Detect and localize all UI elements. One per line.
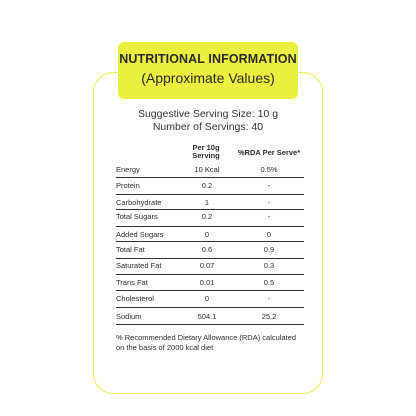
- divider-line: [116, 307, 304, 308]
- nutrient-name: Total Fat: [116, 245, 145, 254]
- divider-line: [116, 177, 304, 178]
- column-header-rda: %RDA Per Serve*: [237, 148, 301, 157]
- nutrient-name: Added Sugars: [116, 230, 164, 239]
- rda-footnote: % Recommended Dietary Allowance (RDA) calculated on the basis of 2000 kcal diet: [116, 333, 297, 352]
- row-divider: [116, 241, 304, 242]
- nutrition-header: [118, 42, 298, 99]
- row-divider: [116, 324, 304, 325]
- nutrient-value: 10 Kcal: [194, 165, 220, 174]
- nutrient-name: Carbohydrate: [116, 198, 162, 207]
- nutrient-value: 0.6: [201, 245, 213, 254]
- nutrient-value: 0.2: [201, 212, 213, 221]
- nutrient-rda: 0: [266, 230, 272, 239]
- nutrient-value: 1: [204, 198, 210, 207]
- table-row: [116, 230, 304, 246]
- row-divider: [116, 194, 304, 195]
- header-subtitle: (Approximate Values): [141, 70, 275, 86]
- divider-line: [116, 226, 304, 227]
- nutrient-rda: 0.5: [263, 278, 275, 287]
- divider-line: [116, 324, 304, 325]
- row-divider: [116, 226, 304, 227]
- nutrient-rda: -: [267, 198, 271, 207]
- nutrient-name: Trans Fat: [116, 278, 148, 287]
- nutrient-value: 0.2: [201, 181, 213, 190]
- nutrient-name: Total Sugars: [116, 212, 158, 221]
- nutrient-name: Saturated Fat: [116, 261, 162, 270]
- serving-count: Number of Servings: 40: [152, 121, 264, 133]
- nutrient-value: 0.01: [199, 278, 215, 287]
- nutrient-name: Protein: [116, 181, 140, 190]
- row-divider: [116, 177, 304, 178]
- row-divider: [116, 209, 304, 210]
- header-title: NUTRITIONAL INFORMATION: [119, 52, 297, 66]
- nutrient-value: 504.1: [197, 312, 217, 321]
- table-row: [116, 165, 304, 181]
- row-divider: [116, 290, 304, 291]
- row-divider: [116, 258, 304, 259]
- divider-line: [116, 194, 304, 195]
- nutrient-rda: 0.5%: [260, 165, 278, 174]
- column-header-per-serving: Per 10g Serving: [192, 143, 220, 160]
- serving-size: Suggestive Serving Size: 10 g: [137, 108, 279, 120]
- row-divider: [116, 307, 304, 308]
- table-row: [116, 312, 304, 328]
- nutrient-rda: -: [267, 212, 271, 221]
- divider-line: [116, 241, 304, 242]
- divider-line: [116, 258, 304, 259]
- nutrient-rda: -: [267, 181, 271, 190]
- nutrient-rda: 0.9: [263, 245, 275, 254]
- table-row: [116, 278, 304, 294]
- nutrient-rda: 25.2: [261, 312, 277, 321]
- nutrient-name: Energy: [116, 165, 140, 174]
- divider-line: [116, 290, 304, 291]
- divider-line: [116, 209, 304, 210]
- nutrient-name: Sodium: [116, 312, 142, 321]
- nutrient-rda: 0.3: [263, 261, 275, 270]
- nutrient-value: 0.07: [199, 261, 215, 270]
- row-divider: [116, 274, 304, 275]
- divider-line: [116, 274, 304, 275]
- nutrient-name: Cholesterol: [116, 294, 154, 303]
- nutrient-rda: -: [267, 294, 271, 303]
- nutrient-value: 0: [204, 230, 210, 239]
- nutrient-value: 0: [204, 294, 210, 303]
